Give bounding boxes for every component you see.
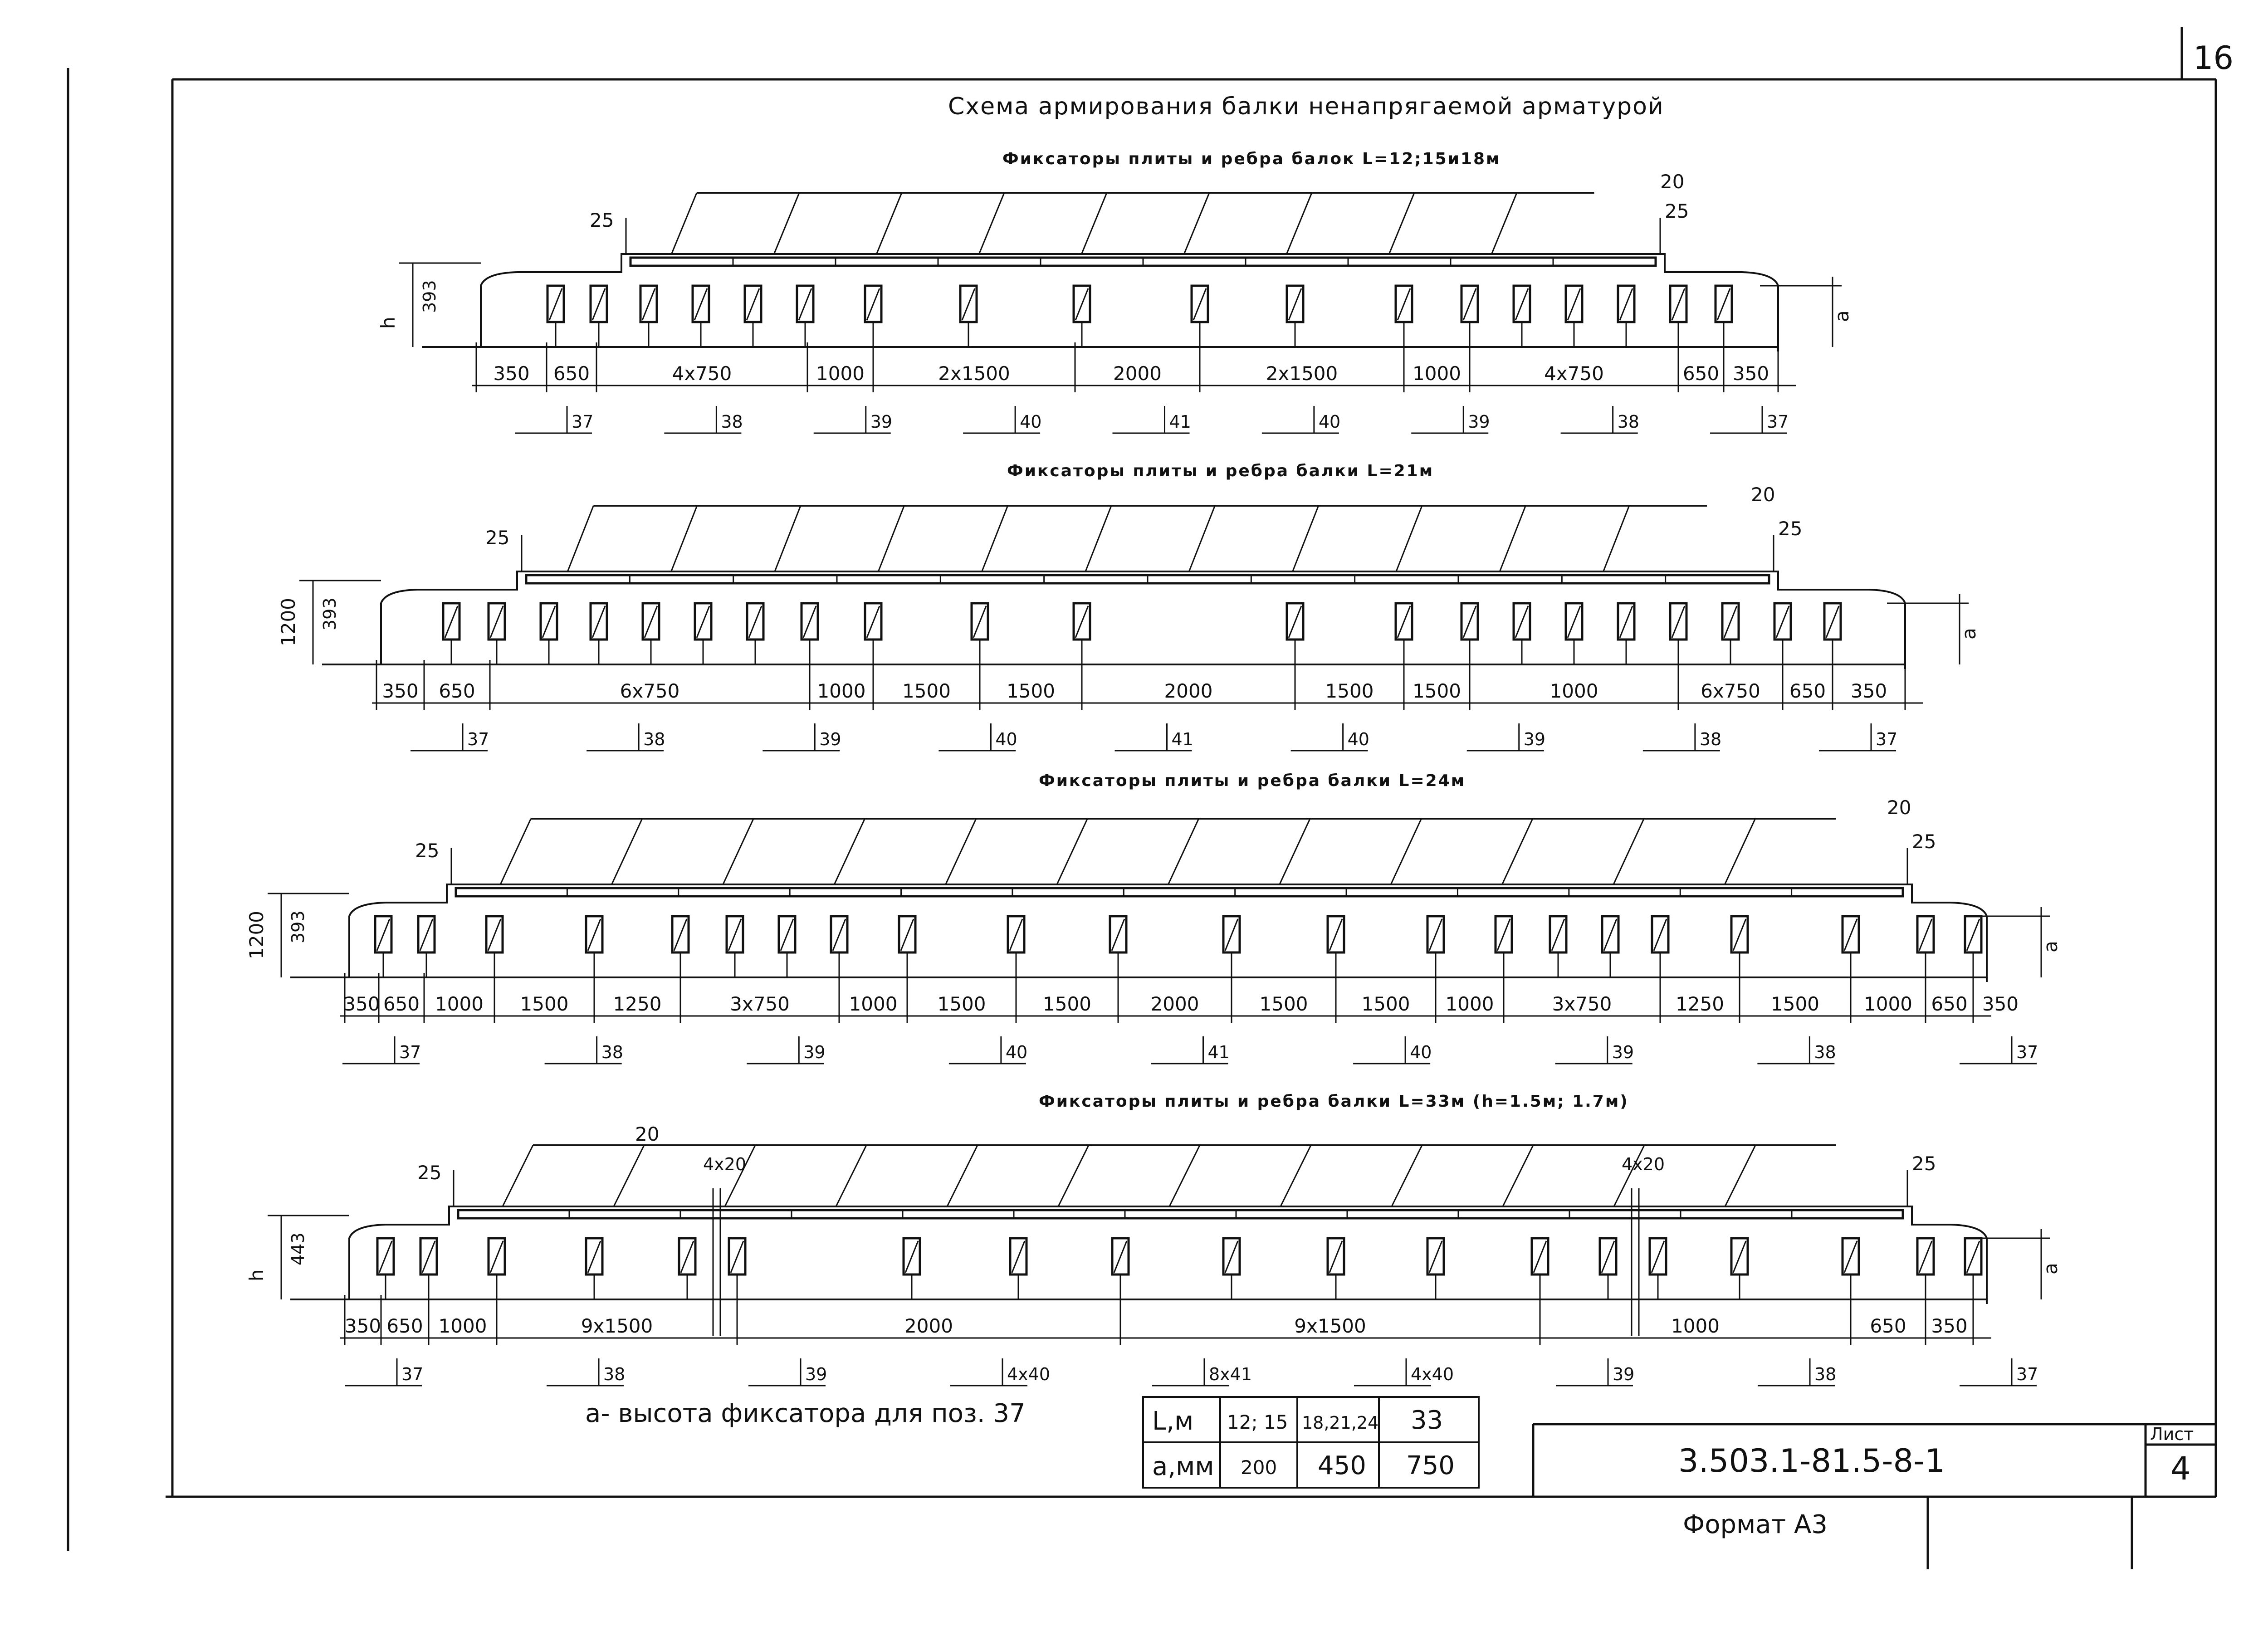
rib-fixator-diagonal <box>697 606 709 638</box>
sheet-number: 16 <box>2193 39 2234 77</box>
position-label: 38 <box>603 1364 626 1384</box>
rib-fixator-diagonal <box>867 288 880 320</box>
rib-fixator-diagonal <box>1733 919 1746 951</box>
rib-fixator-diagonal <box>803 606 816 638</box>
leader-20-tick <box>671 193 697 254</box>
scheme-title: Фиксаторы плиты и ребра балок L=12;15и18м <box>1002 150 1501 168</box>
leader-20-tick <box>1500 506 1525 571</box>
dim-value: 9x1500 <box>1294 1315 1366 1337</box>
dim-value: 350 <box>1982 993 2019 1015</box>
dim-value: 3x750 <box>730 993 790 1015</box>
dim-value: 1000 <box>1445 993 1494 1015</box>
rib-fixator-diagonal <box>867 606 880 638</box>
rib-fixator-diagonal <box>1075 606 1088 638</box>
position-label: 4x40 <box>1007 1364 1051 1384</box>
leader-20-tick <box>1725 819 1755 884</box>
dim-value: 2000 <box>904 1315 953 1337</box>
leader-20-tick <box>1057 819 1087 884</box>
rib-fixator-diagonal <box>1717 288 1730 320</box>
dim-value: 1000 <box>435 993 484 1015</box>
a-label: a <box>2039 941 2062 952</box>
label-20: 20 <box>1751 483 1775 506</box>
position-label: 37 <box>399 1042 421 1062</box>
rib-fixator-diagonal <box>1429 1241 1442 1273</box>
dim-value: 1500 <box>902 680 951 702</box>
height-label: 1200 <box>245 911 268 959</box>
dim-value: 1000 <box>1549 680 1598 702</box>
rib-fixator-diagonal <box>445 606 458 638</box>
scheme-l21 <box>277 462 1980 751</box>
rib-fixator-diagonal <box>1967 919 1980 951</box>
label-20: 20 <box>1660 171 1685 193</box>
position-label: 37 <box>2016 1042 2038 1062</box>
height-393: 393 <box>420 280 440 313</box>
dim-value: 650 <box>553 362 590 385</box>
position-label: 38 <box>721 412 743 432</box>
dim-25-right: 25 <box>1912 830 1936 853</box>
dim-value: 1250 <box>613 993 662 1015</box>
dim-value: 1500 <box>1259 993 1308 1015</box>
rib-fixator-diagonal <box>1776 606 1789 638</box>
leader-20-tick <box>946 819 976 884</box>
rib-fixator-diagonal <box>1844 1241 1857 1273</box>
table-a-value: 450 <box>1318 1451 1366 1480</box>
rib-fixator-diagonal <box>1515 288 1528 320</box>
dim-25-left: 25 <box>415 840 440 862</box>
dim-value: 1500 <box>1007 680 1055 702</box>
leader-20-tick <box>979 193 1004 254</box>
table-a-value: 200 <box>1241 1456 1277 1479</box>
rib-fixator-diagonal <box>1515 606 1528 638</box>
dim-value: 650 <box>1931 993 1968 1015</box>
position-label: 41 <box>1169 412 1191 432</box>
leader-20-tick <box>1396 506 1422 571</box>
position-label: 38 <box>1699 729 1722 749</box>
table-l-value: 33 <box>1411 1406 1443 1435</box>
position-label: 37 <box>401 1364 424 1384</box>
leader-20-tick <box>836 1145 866 1206</box>
rib-fixator-diagonal <box>588 919 601 951</box>
position-label: 39 <box>1468 412 1490 432</box>
position-label: 41 <box>1207 1042 1230 1062</box>
label-4x20: 4x20 <box>703 1154 747 1174</box>
table-a-value: 750 <box>1406 1451 1455 1480</box>
dim-value: 1000 <box>849 993 898 1015</box>
leader-20-tick <box>774 193 799 254</box>
dim-value: 650 <box>383 993 420 1015</box>
dim-value: 4x750 <box>1544 362 1604 385</box>
rib-fixator-diagonal <box>962 288 975 320</box>
leader-20-tick <box>1603 506 1629 571</box>
rib-fixator-diagonal <box>901 919 914 951</box>
rib-fixator-diagonal <box>833 919 846 951</box>
drawing-title: Схема армирования балки ненапрягаемой арматурой <box>948 93 1664 120</box>
rib-fixator-diagonal <box>1967 1241 1980 1273</box>
rib-fixator-diagonal <box>681 1241 694 1273</box>
dim-value: 9x1500 <box>581 1315 653 1337</box>
leader-20-tick <box>1281 1145 1311 1206</box>
leader-20-tick <box>1189 506 1215 571</box>
scheme-l33 <box>245 1092 2062 1386</box>
rib-fixator-diagonal <box>420 919 433 951</box>
rib-fixator-diagonal <box>642 288 655 320</box>
height-393: 393 <box>320 597 340 630</box>
dim-value: 350 <box>343 993 380 1015</box>
position-label: 38 <box>1814 1364 1837 1384</box>
dim-value: 1000 <box>1864 993 1912 1015</box>
dim-value: 1500 <box>1361 993 1410 1015</box>
leader-20-tick <box>1392 1145 1422 1206</box>
rib-fixator-diagonal <box>747 288 759 320</box>
rib-fixator-diagonal <box>645 606 657 638</box>
dim-value: 650 <box>1870 1315 1906 1337</box>
rib-fixator-diagonal <box>549 288 562 320</box>
dim-value: 3x750 <box>1552 993 1612 1015</box>
position-label: 38 <box>601 1042 623 1062</box>
dim-value: 350 <box>493 362 530 385</box>
position-label: 4x40 <box>1411 1364 1454 1384</box>
dim-25-right: 25 <box>1665 200 1689 222</box>
height-393: 393 <box>288 910 308 943</box>
dim-value: 4x750 <box>672 362 732 385</box>
dim-value: 1000 <box>438 1315 487 1337</box>
position-label: 38 <box>643 729 665 749</box>
leader-20-tick <box>834 819 865 884</box>
table-header-l: L,м <box>1152 1406 1194 1436</box>
rib-fixator-diagonal <box>1289 606 1301 638</box>
position-label: 39 <box>819 729 841 749</box>
position-label: 40 <box>1347 729 1369 749</box>
height-note: a- высота фиксатора для поз. 37 <box>585 1399 1026 1428</box>
scheme-title: Фиксаторы плиты и ребра балки L=24м <box>1039 771 1466 790</box>
table-header-a: a,мм <box>1152 1452 1214 1481</box>
leader-20-tick <box>1391 819 1421 884</box>
rib-fixator-diagonal <box>731 1241 743 1273</box>
position-label: 37 <box>467 729 489 749</box>
slab-mesh <box>456 888 1903 896</box>
leader-20-tick <box>612 819 642 884</box>
height-label: 1200 <box>277 598 299 646</box>
rib-fixator-diagonal <box>799 288 811 320</box>
leader-20-tick <box>1293 506 1319 571</box>
rib-fixator-diagonal <box>781 919 793 951</box>
dim-value: 2x1500 <box>1266 362 1338 385</box>
format-label: Формат А3 <box>1683 1510 1828 1539</box>
leader-20-tick <box>876 193 902 254</box>
rib-fixator-diagonal <box>592 606 605 638</box>
scheme-l24 <box>245 771 2062 1064</box>
position-label: 37 <box>1767 412 1789 432</box>
dim-value: 1000 <box>1413 362 1461 385</box>
rib-fixator-diagonal <box>1398 288 1410 320</box>
position-label: 37 <box>2016 1364 2038 1384</box>
rib-fixator-diagonal <box>1826 606 1839 638</box>
dim-value: 1000 <box>817 680 866 702</box>
table-l-value: 18,21,24 <box>1302 1413 1379 1433</box>
leader-20-tick <box>1286 193 1312 254</box>
leader-20-tick <box>671 506 697 571</box>
label-20: 20 <box>1887 796 1911 819</box>
dim-25-right: 25 <box>1778 518 1803 540</box>
position-label: 40 <box>1005 1042 1028 1062</box>
leader-20-tick <box>1184 193 1209 254</box>
leader-20-tick <box>947 1145 978 1206</box>
leader-20-tick <box>878 506 904 571</box>
dim-value: 350 <box>344 1315 381 1337</box>
rib-fixator-diagonal <box>1724 606 1737 638</box>
document-code: 3.503.1-81.5-8-1 <box>1678 1442 1945 1480</box>
beam-outline <box>381 571 1905 669</box>
rib-fixator-diagonal <box>1012 1241 1025 1273</box>
rib-fixator-diagonal <box>1225 919 1238 951</box>
dim-value: 2000 <box>1113 362 1162 385</box>
rib-fixator-diagonal <box>728 919 741 951</box>
dim-value: 1500 <box>937 993 986 1015</box>
rib-fixator-diagonal <box>694 288 707 320</box>
rib-fixator-diagonal <box>1733 1241 1746 1273</box>
rib-fixator-diagonal <box>379 1241 392 1273</box>
position-label: 37 <box>572 412 594 432</box>
height-393: 443 <box>288 1232 308 1265</box>
leader-20-tick <box>982 506 1008 571</box>
dim-value: 650 <box>1789 680 1826 702</box>
leader-20-tick <box>1613 819 1644 884</box>
rib-fixator-diagonal <box>422 1241 435 1273</box>
rib-fixator-diagonal <box>1463 288 1476 320</box>
leader-20-tick <box>500 819 531 884</box>
leader-20-tick <box>1085 506 1111 571</box>
leader-20-tick <box>775 506 801 571</box>
scheme-title: Фиксаторы плиты и ребра балки L=33м (h=1.5м; 1.7м) <box>1039 1092 1629 1111</box>
rib-fixator-diagonal <box>1652 1241 1664 1273</box>
dim-value: 350 <box>1732 362 1769 385</box>
leader-20-tick <box>1389 193 1414 254</box>
position-label: 40 <box>1318 412 1341 432</box>
dim-value: 350 <box>1850 680 1887 702</box>
rib-fixator-diagonal <box>1075 288 1088 320</box>
dim-value: 1500 <box>1043 993 1091 1015</box>
rib-fixator-diagonal <box>1534 1241 1546 1273</box>
scheme-title: Фиксаторы плиты и ребра балки L=21м <box>1007 462 1434 480</box>
dim-value: 650 <box>439 680 475 702</box>
dim-value: 6x750 <box>1701 680 1760 702</box>
leader-20-tick <box>1169 1145 1200 1206</box>
rib-fixator-diagonal <box>377 919 390 951</box>
position-label: 39 <box>1523 729 1546 749</box>
rib-fixator-diagonal <box>1114 1241 1127 1273</box>
leader-20-tick <box>1503 1145 1533 1206</box>
rib-fixator-diagonal <box>1604 919 1617 951</box>
dim-value: 2x1500 <box>938 362 1010 385</box>
rib-fixator-diagonal <box>749 606 762 638</box>
rib-fixator-diagonal <box>1568 606 1580 638</box>
rib-fixator-diagonal <box>674 919 687 951</box>
a-label: a <box>1831 310 1853 322</box>
rib-fixator-diagonal <box>1497 919 1510 951</box>
beam-outline <box>481 254 1778 352</box>
dim-value: 350 <box>382 680 419 702</box>
height-label: h <box>377 317 399 329</box>
rib-fixator-diagonal <box>490 606 503 638</box>
dim-value: 1000 <box>1671 1315 1720 1337</box>
dim-25-right: 25 <box>1912 1152 1936 1175</box>
position-label: 39 <box>803 1042 826 1062</box>
leader-20-tick <box>1502 819 1533 884</box>
rib-fixator-diagonal <box>1919 919 1932 951</box>
rib-fixator-diagonal <box>1010 919 1022 951</box>
rib-fixator-diagonal <box>973 606 986 638</box>
dim-value: 1500 <box>1413 680 1461 702</box>
dim-25-left: 25 <box>590 209 614 231</box>
rib-fixator-diagonal <box>1289 288 1301 320</box>
dim-value: 6x750 <box>620 680 680 702</box>
position-label: 38 <box>1617 412 1639 432</box>
height-label: h <box>245 1269 268 1281</box>
rib-fixator-diagonal <box>488 919 501 951</box>
label-20: 20 <box>635 1123 660 1145</box>
dim-value: 2000 <box>1150 993 1199 1015</box>
rib-fixator-diagonal <box>1654 919 1667 951</box>
rib-fixator-diagonal <box>1463 606 1476 638</box>
rib-fixator-diagonal <box>1398 606 1410 638</box>
rib-fixator-diagonal <box>592 288 605 320</box>
position-label: 41 <box>1171 729 1193 749</box>
rib-fixator-diagonal <box>1919 1241 1932 1273</box>
position-label: 37 <box>1876 729 1898 749</box>
leader-20-tick <box>1168 819 1198 884</box>
rib-fixator-diagonal <box>1568 288 1580 320</box>
position-label: 38 <box>1814 1042 1836 1062</box>
dim-value: 650 <box>1682 362 1720 385</box>
rib-fixator-diagonal <box>1844 919 1857 951</box>
position-label: 39 <box>870 412 893 432</box>
position-label: 40 <box>1410 1042 1432 1062</box>
leader-20-tick <box>567 506 593 571</box>
leader-20-tick <box>1058 1145 1089 1206</box>
rib-fixator-diagonal <box>1193 288 1206 320</box>
rib-fixator-diagonal <box>1429 919 1442 951</box>
rib-fixator-diagonal <box>1672 606 1685 638</box>
table-l-value: 12; 15 <box>1227 1411 1288 1433</box>
sheet-label: Лист <box>2150 1424 2194 1444</box>
rib-fixator-diagonal <box>1225 1241 1238 1273</box>
dim-value: 650 <box>386 1315 423 1337</box>
rib-fixator-diagonal <box>1602 1241 1614 1273</box>
dim-value: 1500 <box>1771 993 1819 1015</box>
position-label: 39 <box>1613 1364 1635 1384</box>
label-4x20: 4x20 <box>1622 1154 1665 1174</box>
dim-value: 1250 <box>1676 993 1724 1015</box>
dim-value: 1500 <box>1325 680 1374 702</box>
rib-fixator-diagonal <box>1330 919 1342 951</box>
position-label: 40 <box>1020 412 1042 432</box>
rib-fixator-diagonal <box>1620 288 1633 320</box>
leader-20-tick <box>1081 193 1107 254</box>
a-label: a <box>2039 1263 2062 1274</box>
slab-mesh <box>458 1210 1903 1218</box>
dim-25-left: 25 <box>485 527 510 549</box>
rib-fixator-diagonal <box>1552 919 1564 951</box>
scheme-l12-18 <box>377 150 1853 433</box>
position-label: 39 <box>805 1364 827 1384</box>
dim-value: 350 <box>1931 1315 1968 1337</box>
rib-fixator-diagonal <box>1672 288 1685 320</box>
a-label: a <box>1958 628 1980 640</box>
height-table <box>1143 1397 1479 1488</box>
dim-value: 2000 <box>1164 680 1213 702</box>
rib-fixator-diagonal <box>1620 606 1633 638</box>
leader-20-tick <box>1491 193 1517 254</box>
rib-fixator-diagonal <box>1330 1241 1342 1273</box>
position-label: 40 <box>995 729 1017 749</box>
leader-20-tick <box>503 1145 533 1206</box>
leader-20-tick <box>614 1145 644 1206</box>
dim-value: 1000 <box>816 362 865 385</box>
leader-20-tick <box>1280 819 1310 884</box>
position-label: 8x41 <box>1209 1364 1252 1384</box>
leader-20-tick <box>1725 1145 1755 1206</box>
leader-20-tick <box>723 819 753 884</box>
rib-fixator-diagonal <box>490 1241 503 1273</box>
rib-fixator-diagonal <box>588 1241 601 1273</box>
rib-fixator-diagonal <box>543 606 555 638</box>
sheet-value: 4 <box>2170 1450 2191 1487</box>
dim-25-left: 25 <box>417 1162 442 1184</box>
rib-fixator-diagonal <box>905 1241 918 1273</box>
position-label: 39 <box>1612 1042 1634 1062</box>
dim-value: 1500 <box>520 993 569 1015</box>
rib-fixator-diagonal <box>1112 919 1124 951</box>
